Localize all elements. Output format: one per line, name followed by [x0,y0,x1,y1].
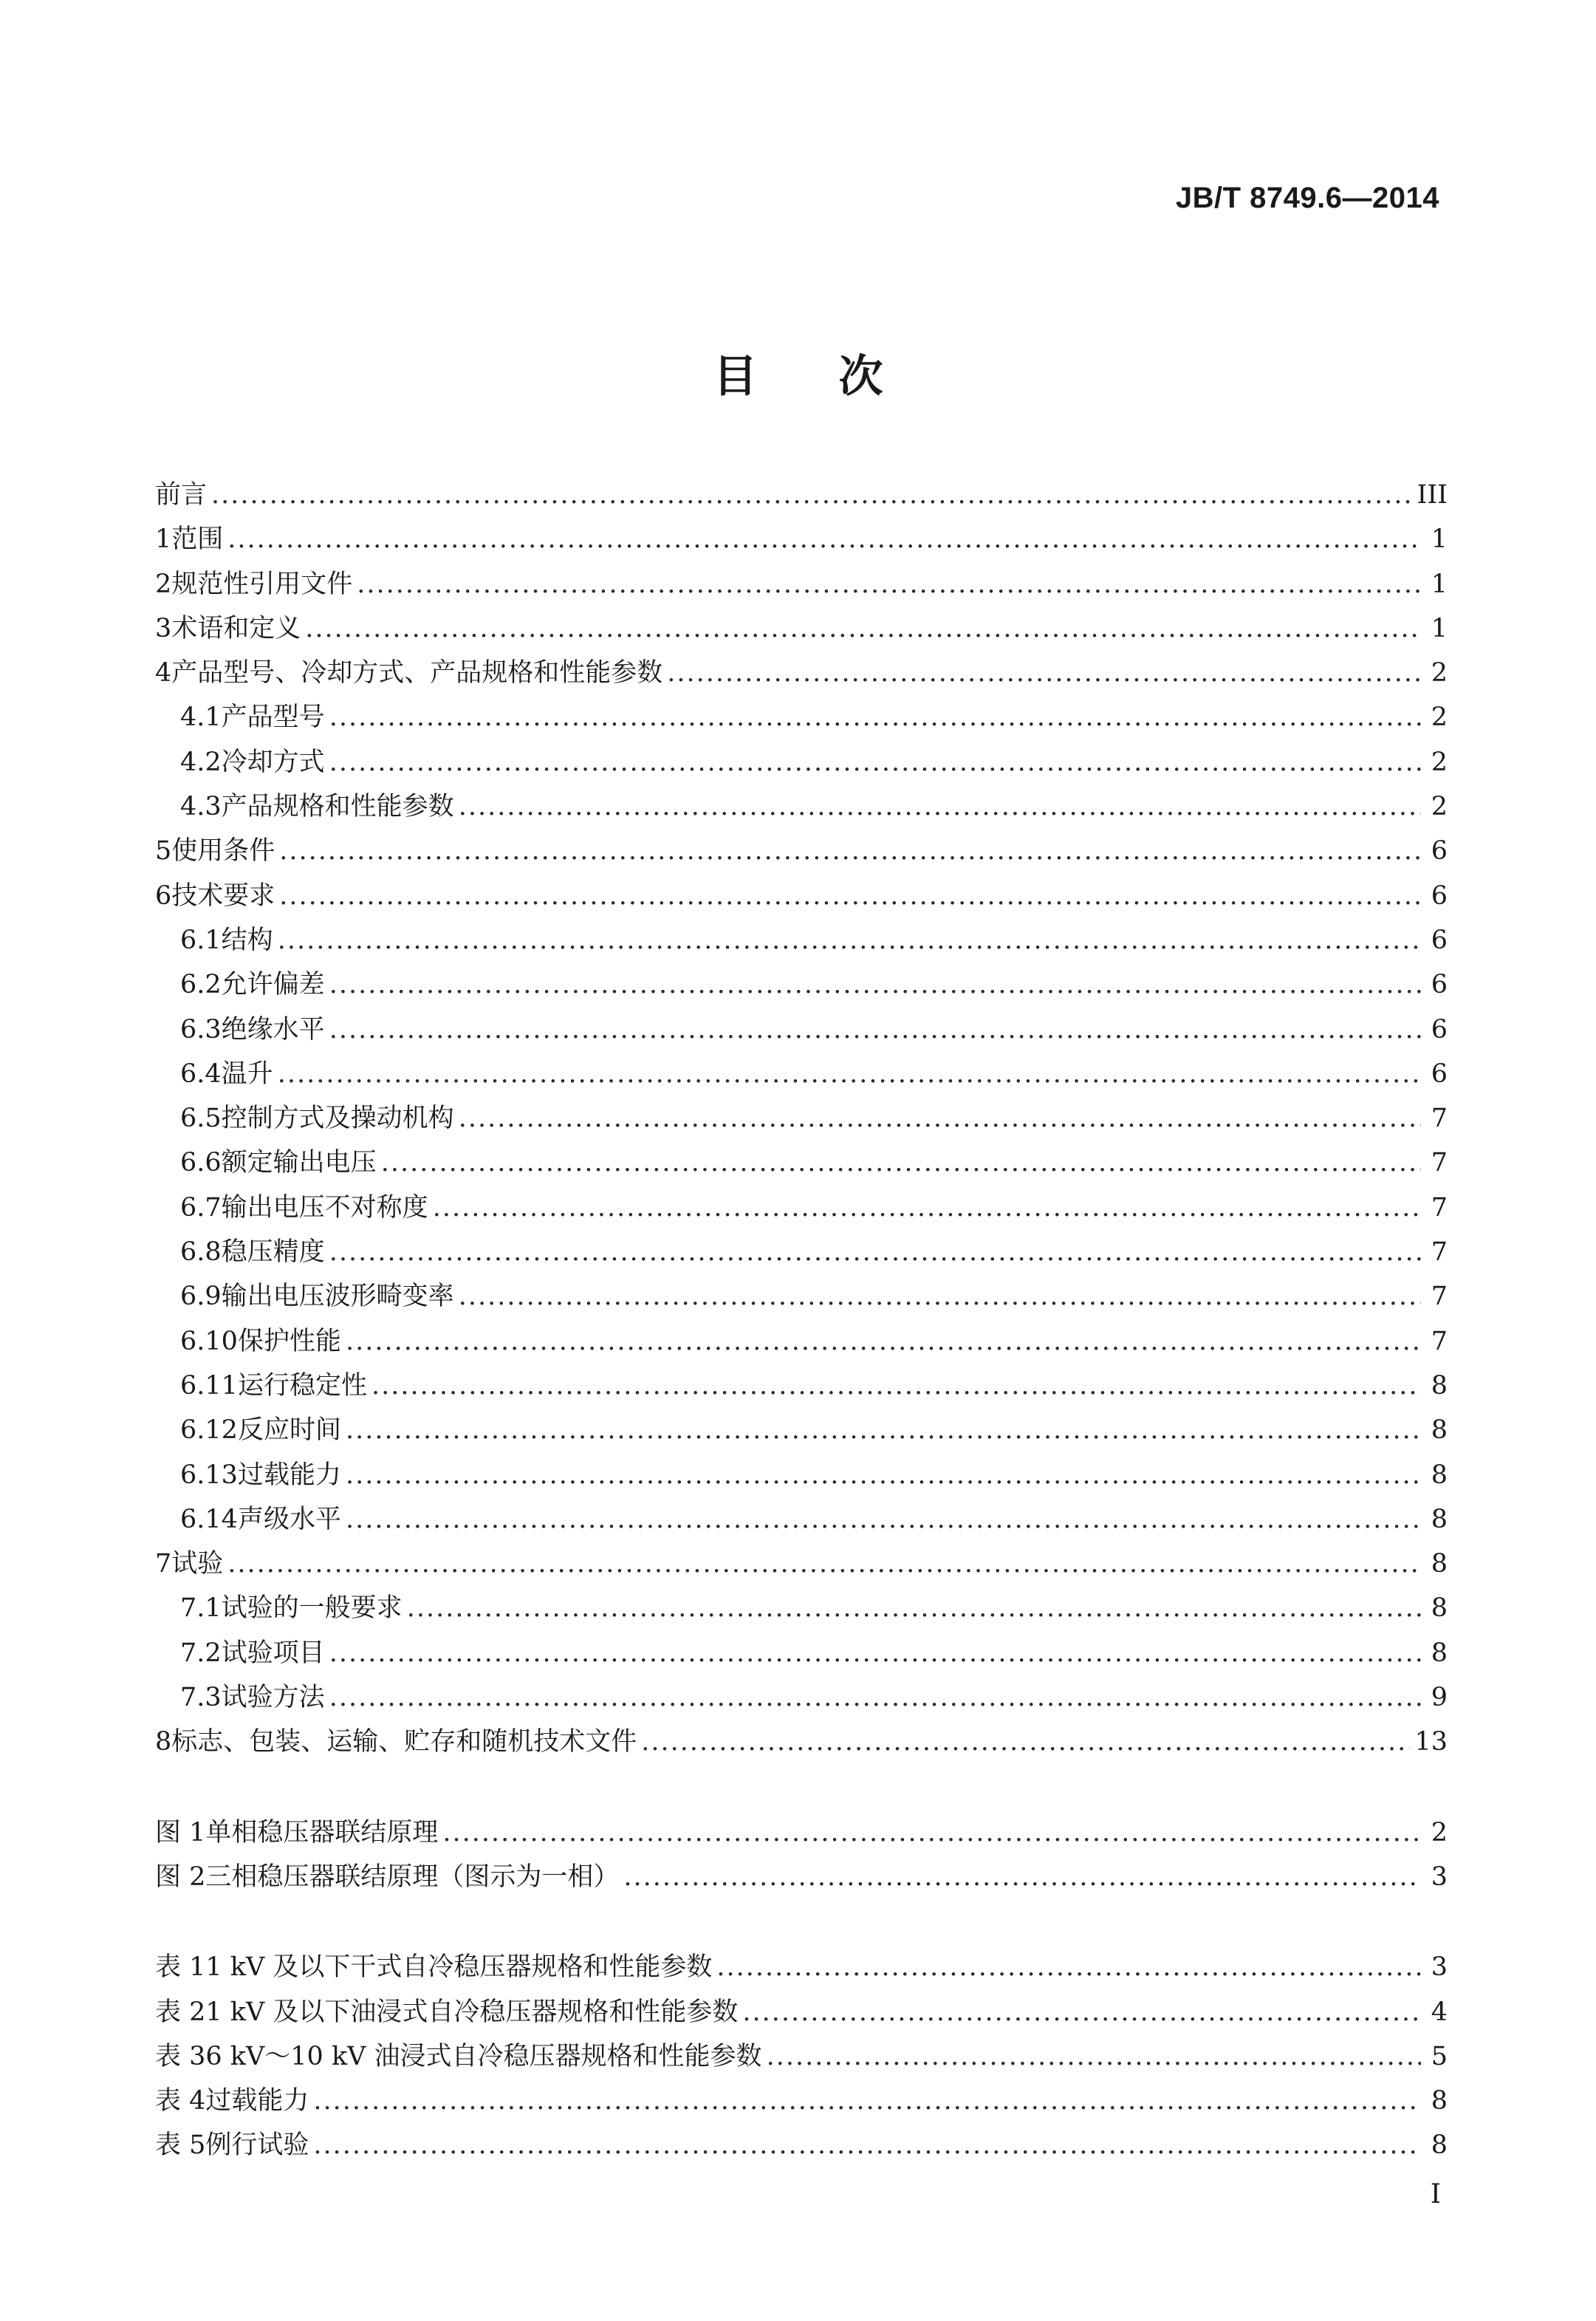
toc-entry-label: 标志、包装、运输、贮存和随机技术文件 [171,1727,637,1757]
toc-entry-number: 7 [155,1549,172,1579]
toc-entry-page: 6 [1431,1059,1448,1089]
toc-entry-page: 8 [1431,1460,1448,1490]
toc-figures [155,1811,1448,1900]
toc-entry-number: 4.3 [180,792,222,822]
toc-entry[interactable] [155,2123,1448,2167]
toc-entry-label: 单相稳压器联结原理 [205,1817,439,1847]
toc-entry-number: 表 5 [155,2130,206,2161]
toc-entry-page: 1 [1431,524,1448,555]
dot-leader [459,1096,1421,1141]
toc-entry-number: 8 [155,1727,172,1757]
toc-entry-label: 试验方法 [221,1683,325,1713]
dot-leader [279,829,1421,873]
dot-leader [329,1230,1421,1274]
toc-entry-number: 表 3 [155,2041,206,2071]
dot-leader [305,606,1421,651]
toc-entry-number: 7.2 [180,1638,222,1668]
toc-entry[interactable] [155,1631,1448,1675]
toc-entry-page: 6 [1431,925,1448,955]
dot-leader [623,1855,1421,1899]
toc-entry-page: 8 [1431,2086,1448,2116]
toc-entry[interactable] [155,829,1448,873]
dot-leader [742,1990,1421,2034]
toc-entry-page: 3 [1431,1952,1448,1983]
dot-leader [381,1141,1421,1185]
dot-leader [329,695,1421,739]
toc-entry[interactable] [155,651,1448,695]
table-of-contents [155,473,1448,2168]
toc-entry-label: 输出电压不对称度 [221,1192,428,1223]
toc-entry-label: 声级水平 [237,1504,341,1534]
toc-entry-label: 产品型号、冷却方式、产品规格和性能参数 [171,658,663,688]
dot-leader [716,1945,1421,1989]
toc-entry[interactable] [155,1319,1448,1364]
dot-leader [329,740,1421,785]
toc-entry[interactable] [155,963,1448,1007]
standard-code: JB/T 8749.6—2014 [1175,182,1439,214]
toc-entry-label: 冷却方式 [221,747,325,777]
toc-entry-number: 表 1 [155,1952,206,1983]
toc-entry-page: 8 [1431,1504,1448,1534]
dot-leader [459,785,1421,829]
toc-entry-number: 7.1 [180,1593,222,1624]
toc-entry-number: 图 2 [155,1862,206,1892]
toc-entry[interactable] [155,1141,1448,1185]
dot-leader [227,517,1421,561]
toc-entry-page: 2 [1431,792,1448,822]
toc-entry-label: 温升 [221,1059,273,1089]
toc-entry-label: 1 kV 及以下油浸式自冷稳压器规格和性能参数 [205,1997,739,2027]
toc-tables [155,1945,1448,2167]
toc-entry[interactable] [155,1096,1448,1141]
toc-entry-label: 允许偏差 [221,970,325,1000]
toc-entry-number: 5 [155,836,172,866]
toc-entry-label: 术语和定义 [171,613,301,643]
toc-entry-page: 2 [1431,747,1448,777]
page-title: 目次 [713,351,965,403]
toc-entry-number: 6.14 [180,1504,238,1534]
toc-entry-number: 6 [155,881,172,911]
dot-leader [346,1408,1421,1452]
toc-entry-page: 8 [1431,1593,1448,1624]
toc-entry-number: 6.12 [180,1415,238,1446]
dot-leader [313,2123,1421,2167]
toc-entry-label: 试验的一般要求 [221,1593,403,1624]
toc-entry-page: 6 [1431,881,1448,911]
toc-entry[interactable] [155,606,1448,651]
toc-entry-label: 范围 [171,524,224,555]
toc-entry[interactable] [155,2034,1448,2079]
toc-entry-page: 13 [1414,1727,1448,1757]
toc-entry-label: 绝缘水平 [221,1014,325,1045]
section-gap [155,1765,1448,1811]
toc-entry[interactable] [155,1052,1448,1096]
toc-entry-label: 1 kV 及以下干式自冷稳压器规格和性能参数 [205,1952,713,1983]
toc-entry-label: 试验项目 [221,1638,325,1668]
toc-entry-number: 3 [155,613,172,643]
toc-entry[interactable] [155,1945,1448,1989]
dot-leader [459,1274,1421,1319]
toc-entry-page: 5 [1431,2041,1448,2071]
toc-entry-label: 过载能力 [205,2086,309,2116]
dot-leader [357,562,1421,606]
toc-entry-page: 4 [1431,1997,1448,2027]
toc-entry-label: 额定输出电压 [221,1148,377,1178]
toc-entry-page: 8 [1431,1638,1448,1668]
toc-entry[interactable] [155,1364,1448,1408]
toc-entry[interactable] [155,473,1448,517]
dot-leader [667,651,1421,695]
toc-entry-number: 6.2 [180,970,222,1000]
toc-entry-page: 7 [1431,1237,1448,1268]
toc-entry-number: 4.2 [180,747,222,777]
dot-leader [329,963,1421,1007]
dot-leader [313,2079,1421,2123]
toc-entry-label: 稳压精度 [221,1237,325,1268]
toc-entry-number: 6.10 [180,1326,238,1356]
toc-entry-label: 6 kV～10 kV 油浸式自冷稳压器规格和性能参数 [205,2041,762,2071]
toc-entry-label: 结构 [221,925,273,955]
toc-entry-number: 表 4 [155,2086,206,2116]
toc-entry-number: 6.13 [180,1460,238,1490]
toc-entry[interactable] [155,1675,1448,1720]
toc-entry-page: 1 [1431,569,1448,599]
dot-leader [227,1542,1421,1586]
toc-entry[interactable] [155,1008,1448,1052]
dot-leader [346,1453,1421,1497]
toc-entry[interactable] [155,1274,1448,1319]
dot-leader [346,1319,1421,1364]
toc-entry-number: 4.1 [180,703,222,733]
toc-entry-label: 产品规格和性能参数 [221,792,454,822]
toc-entry-page: 7 [1431,1282,1448,1312]
toc-entry-page: 7 [1431,1326,1448,1356]
toc-entry-label: 前言 [155,480,208,510]
toc-entry[interactable] [155,1186,1448,1230]
toc-entry-label: 规范性引用文件 [171,569,353,599]
toc-entry-page: 8 [1431,2130,1448,2161]
toc-entry[interactable] [155,1542,1448,1586]
dot-leader [278,918,1421,963]
toc-entry-page: 3 [1431,1862,1448,1892]
dot-leader [371,1364,1421,1408]
toc-entry[interactable] [155,918,1448,963]
toc-entry[interactable] [155,1720,1448,1764]
dot-leader [767,2034,1421,2079]
toc-entry-number: 6.11 [180,1370,238,1401]
dot-leader [433,1186,1421,1230]
toc-entry[interactable] [155,1811,1448,1855]
toc-entry-page: 7 [1431,1104,1448,1134]
toc-entry-page: 8 [1431,1415,1448,1446]
section-gap [155,1899,1448,1945]
toc-entry[interactable] [155,1497,1448,1542]
toc-entry-label: 运行稳定性 [237,1370,367,1401]
dot-leader [211,473,1413,517]
toc-entry-page: 6 [1431,1014,1448,1045]
dot-leader [346,1497,1421,1542]
toc-entry[interactable] [155,517,1448,561]
dot-leader [278,1052,1421,1096]
toc-entry-page: 2 [1431,658,1448,688]
toc-entry-number: 6.1 [180,925,222,955]
toc-entry-label: 输出电压波形畸变率 [221,1282,454,1312]
toc-entry-number: 4 [155,658,172,688]
toc-entry-label: 使用条件 [171,836,275,866]
dot-leader [329,1008,1421,1052]
toc-entry-page: 6 [1431,836,1448,866]
toc-entry-page: 9 [1431,1683,1448,1713]
toc-sections [155,473,1448,1765]
page-number: I [1430,2179,1441,2209]
toc-entry-label: 控制方式及操动机构 [221,1104,454,1134]
toc-entry-number: 图 1 [155,1817,206,1847]
toc-entry[interactable] [155,874,1448,918]
toc-entry-label: 试验 [171,1549,224,1579]
dot-leader [442,1811,1421,1855]
toc-entry-number: 6.4 [180,1059,222,1089]
toc-entry-number: 1 [155,524,172,555]
toc-entry-page: 8 [1431,1549,1448,1579]
toc-entry-page: 1 [1431,613,1448,643]
toc-entry-number: 6.7 [180,1192,222,1223]
toc-entry-label: 三相稳压器联结原理（图示为一相） [205,1862,620,1892]
toc-entry-page: 2 [1431,703,1448,733]
toc-entry[interactable] [155,2079,1448,2123]
toc-entry-page: 2 [1431,1817,1448,1847]
dot-leader [407,1586,1421,1630]
toc-entry-number: 6.5 [180,1104,222,1134]
dot-leader [329,1675,1421,1720]
toc-entry-label: 例行试验 [205,2130,309,2161]
toc-entry[interactable] [155,1453,1448,1497]
toc-entry-page: 8 [1431,1370,1448,1401]
toc-entry[interactable] [155,1586,1448,1630]
toc-entry[interactable] [155,1990,1448,2034]
toc-entry-number: 6.8 [180,1237,222,1268]
toc-entry-number: 6.3 [180,1014,222,1045]
toc-entry-page: III [1417,480,1448,510]
toc-entry-number: 6.6 [180,1148,222,1178]
toc-entry-number: 6.9 [180,1282,222,1312]
toc-entry-page: 6 [1431,970,1448,1000]
toc-entry-number: 2 [155,569,172,599]
toc-entry-label: 产品型号 [221,703,325,733]
toc-entry[interactable] [155,785,1448,829]
toc-entry[interactable] [155,1408,1448,1452]
toc-entry[interactable] [155,695,1448,739]
dot-leader [279,874,1421,918]
toc-entry-label: 过载能力 [237,1460,341,1490]
toc-entry-label: 保护性能 [237,1326,341,1356]
toc-entry-number: 表 2 [155,1997,206,2027]
dot-leader [641,1720,1410,1764]
toc-entry[interactable] [155,740,1448,785]
toc-entry[interactable] [155,562,1448,606]
toc-entry-label: 技术要求 [171,881,275,911]
toc-entry[interactable] [155,1855,1448,1899]
toc-entry-page: 7 [1431,1192,1448,1223]
toc-entry-number: 7.3 [180,1683,222,1713]
toc-entry-label: 反应时间 [237,1415,341,1446]
toc-entry-page: 7 [1431,1148,1448,1178]
toc-entry[interactable] [155,1230,1448,1274]
dot-leader [329,1631,1421,1675]
